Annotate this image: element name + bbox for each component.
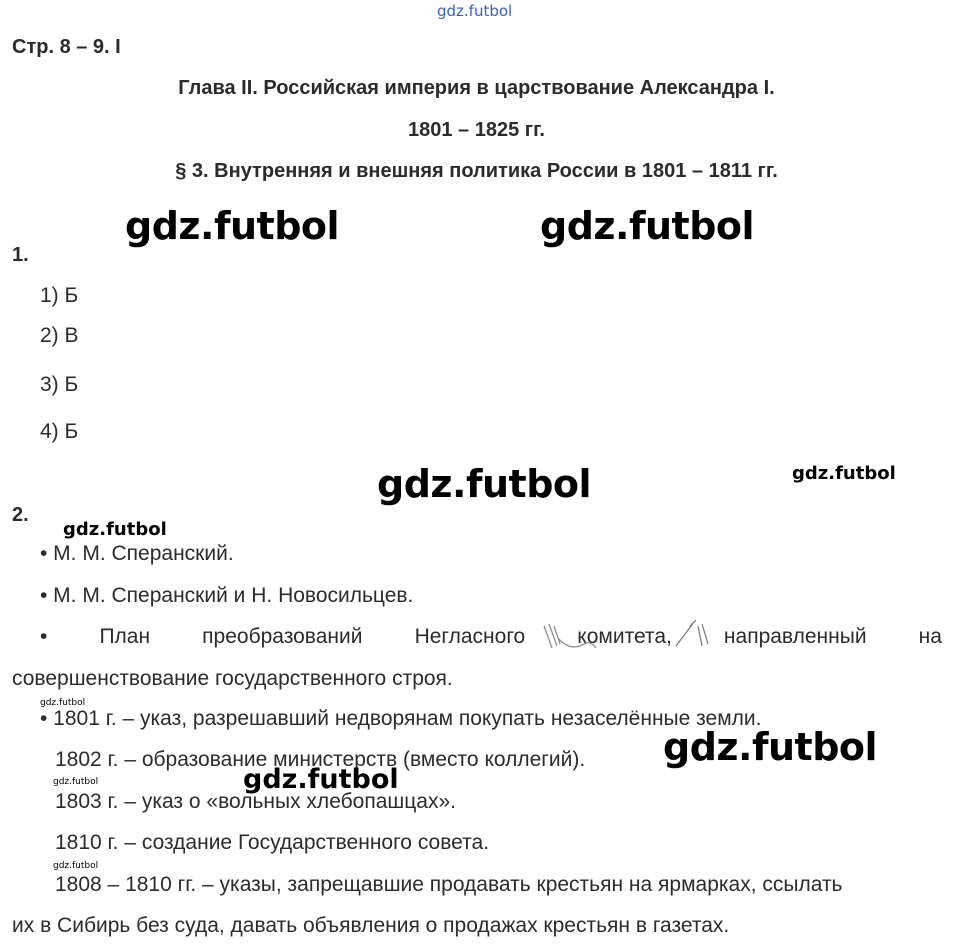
section-title: § 3. Внутренняя и внешняя политика России в 1801 – 1811 гг. <box>175 160 778 182</box>
timeline-item-1802: 1802 г. – образование министерств (вместо коллегий). <box>55 748 586 771</box>
task-2-bullet-2: • М. М. Сперанский и Н. Новосильцев. <box>40 584 414 607</box>
watermark-tiny-3: gdz.futbol <box>53 861 99 871</box>
task-1-number: 1. <box>12 244 29 266</box>
watermark-big-3: gdz.futbol <box>377 462 592 506</box>
task-1-answer-1: 1) Б <box>40 284 79 307</box>
task-2-bullet-3 <box>40 625 942 649</box>
task-2-number: 2. <box>12 504 29 526</box>
watermark-small-2: gdz.futbol <box>63 519 167 540</box>
word: комитета, <box>577 625 672 648</box>
task-2-bullet-3-continuation: совершенствование государственного строя. <box>12 667 453 690</box>
chapter-title: Глава II. Российская империя в царствование Александра I. <box>178 77 775 99</box>
bullet-dot: • <box>40 625 48 648</box>
watermark-small-1: gdz.futbol <box>792 463 896 484</box>
watermark-tiny-2: gdz.futbol <box>53 777 99 787</box>
watermark-mid-1: gdz.futbol <box>243 764 399 795</box>
word: на <box>918 625 942 648</box>
watermark-top: gdz.futbol <box>437 2 513 20</box>
watermark-big-1: gdz.futbol <box>125 204 340 248</box>
word: Негласного <box>414 625 526 648</box>
task-1-answer-2: 2) В <box>40 324 79 347</box>
page-reference: Стр. 8 – 9. I <box>12 36 121 58</box>
watermark-big-2: gdz.futbol <box>540 204 755 248</box>
watermark-big-4: gdz.futbol <box>663 725 878 769</box>
timeline-item-1808-1810-continuation: их в Сибирь без суда, давать объявления о продажах крестьян в газетах. <box>12 914 730 937</box>
timeline-item-1808-1810: 1808 – 1810 гг. – указы, запрещавшие продавать крестьян на ярмарках, ссылать <box>55 873 843 896</box>
task-1-answer-3: 3) Б <box>40 373 79 396</box>
word: преобразований <box>202 625 363 648</box>
task-1-answer-4: 4) Б <box>40 420 79 443</box>
word: направленный <box>723 625 867 648</box>
scribble-mark-1 <box>540 618 600 654</box>
timeline-item-1803: 1803 г. – указ о «вольных хлебопашцах». <box>55 790 456 813</box>
scribble-mark-2 <box>672 616 712 650</box>
word: План <box>99 625 151 648</box>
timeline-item-1810: 1810 г. – создание Государственного совета. <box>55 831 490 854</box>
task-2-bullet-1: • М. М. Сперанский. <box>40 542 234 565</box>
watermark-tiny-1: gdz.futbol <box>40 698 86 708</box>
chapter-years: 1801 – 1825 гг. <box>408 119 545 141</box>
timeline-item-1801: • 1801 г. – указ, разрешавший недворянам покупать незаселённые земли. <box>40 707 762 730</box>
